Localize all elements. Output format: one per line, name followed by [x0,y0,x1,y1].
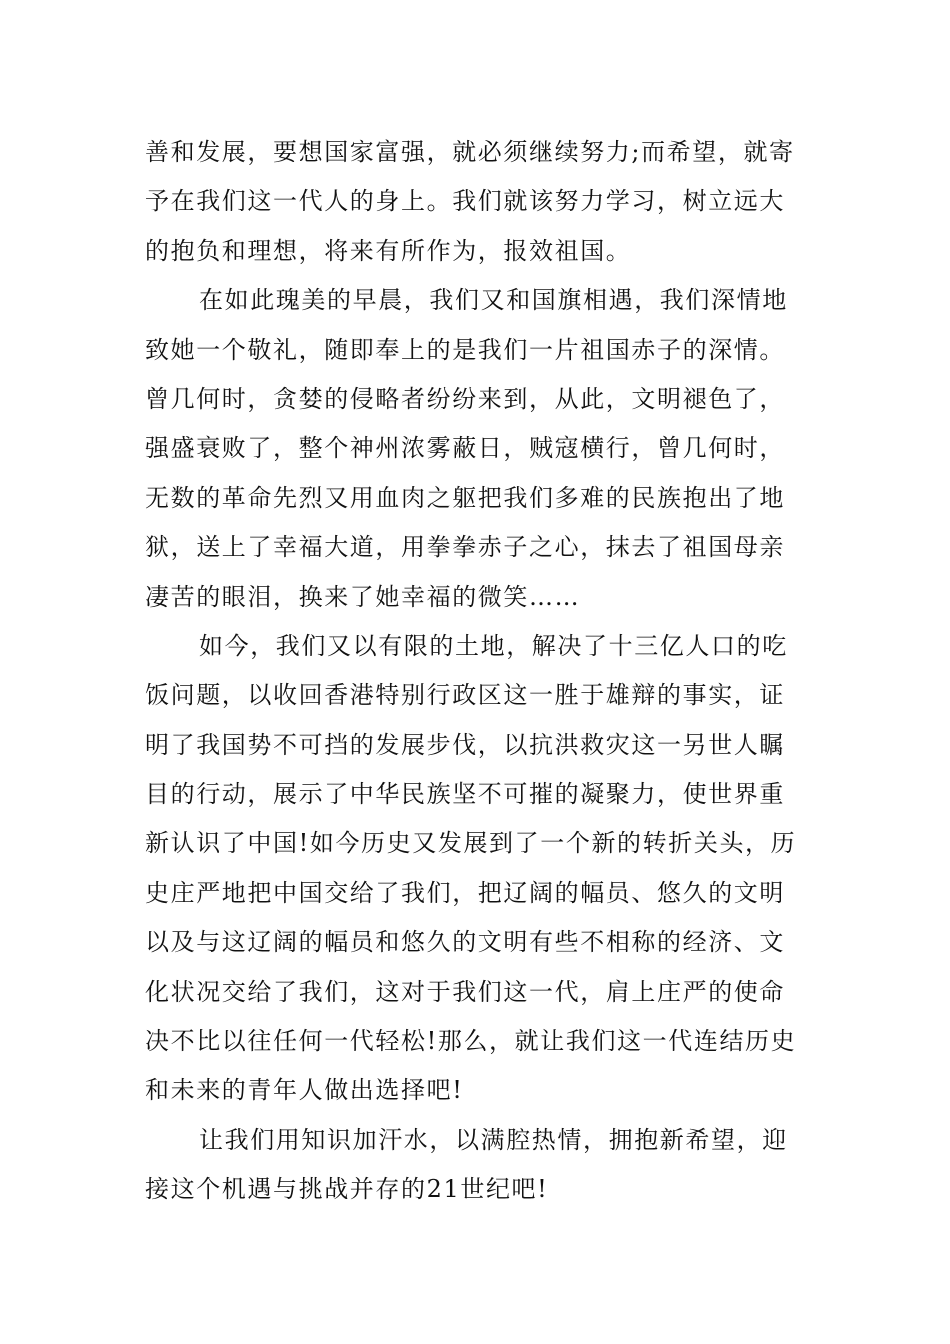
text-line: 明了我国势不可挡的发展步伐，以抗洪救灾这一另世人瞩 [145,730,785,759]
text-line: 以及与这辽阔的幅员和悠久的文明有些不相称的经济、文 [145,928,785,957]
paragraph-1 [145,128,810,276]
text-line: 新认识了中国!如今历史又发展到了一个新的转折关头，历 [145,829,797,858]
text-line: 在如此瑰美的早晨，我们又和国旗相遇，我们深情地 [199,286,788,315]
text-line: 史庄严地把中国交给了我们，把辽阔的幅员、悠久的文明 [145,878,785,907]
paragraph-2 [145,276,810,622]
text-line: 凄苦的眼泪，换来了她幸福的微笑…… [145,582,581,611]
text-line: 如今，我们又以有限的土地，解决了十三亿人口的吃 [199,631,788,660]
text-line: 狱，送上了幸福大道，用拳拳赤子之心，抹去了祖国母亲 [145,533,785,562]
text-line: 强盛衰败了，整个神州浓雾蔽日，贼寇横行，曾几何时， [145,434,785,463]
text-line: 和未来的青年人做出选择吧! [145,1076,464,1105]
text-line: 决不比以往任何一代轻松!那么，就让我们这一代连结历史 [145,1027,797,1056]
text-line: 的抱负和理想，将来有所作为，报效祖国。 [145,236,632,265]
text-line: 接这个机遇与挑战并存的21世纪吧! [145,1175,549,1204]
document-body [145,128,810,1215]
text-line: 化状况交给了我们，这对于我们这一代，肩上庄严的使命 [145,977,785,1006]
text-line: 让我们用知识加汗水，以满腔热情，拥抱新希望，迎 [199,1125,788,1154]
text-line: 饭问题，以收回香港特别行政区这一胜于雄辩的事实，证 [145,681,785,710]
text-line: 予在我们这一代人的身上。我们就该努力学习，树立远大 [145,187,785,216]
text-line: 善和发展，要想国家富强，就必须继续努力;而希望，就寄 [145,138,795,166]
text-line: 无数的革命先烈又用血肉之躯把我们多难的民族抱出了地 [145,483,785,512]
text-line: 曾几何时，贪婪的侵略者纷纷来到，从此，文明褪色了， [145,384,785,413]
paragraph-3 [145,622,810,1116]
paragraph-4 [145,1116,810,1215]
text-line: 致她一个敬礼，随即奉上的是我们一片祖国赤子的深情。 [145,335,785,364]
text-line: 目的行动，展示了中华民族坚不可摧的凝聚力，使世界重 [145,780,785,809]
